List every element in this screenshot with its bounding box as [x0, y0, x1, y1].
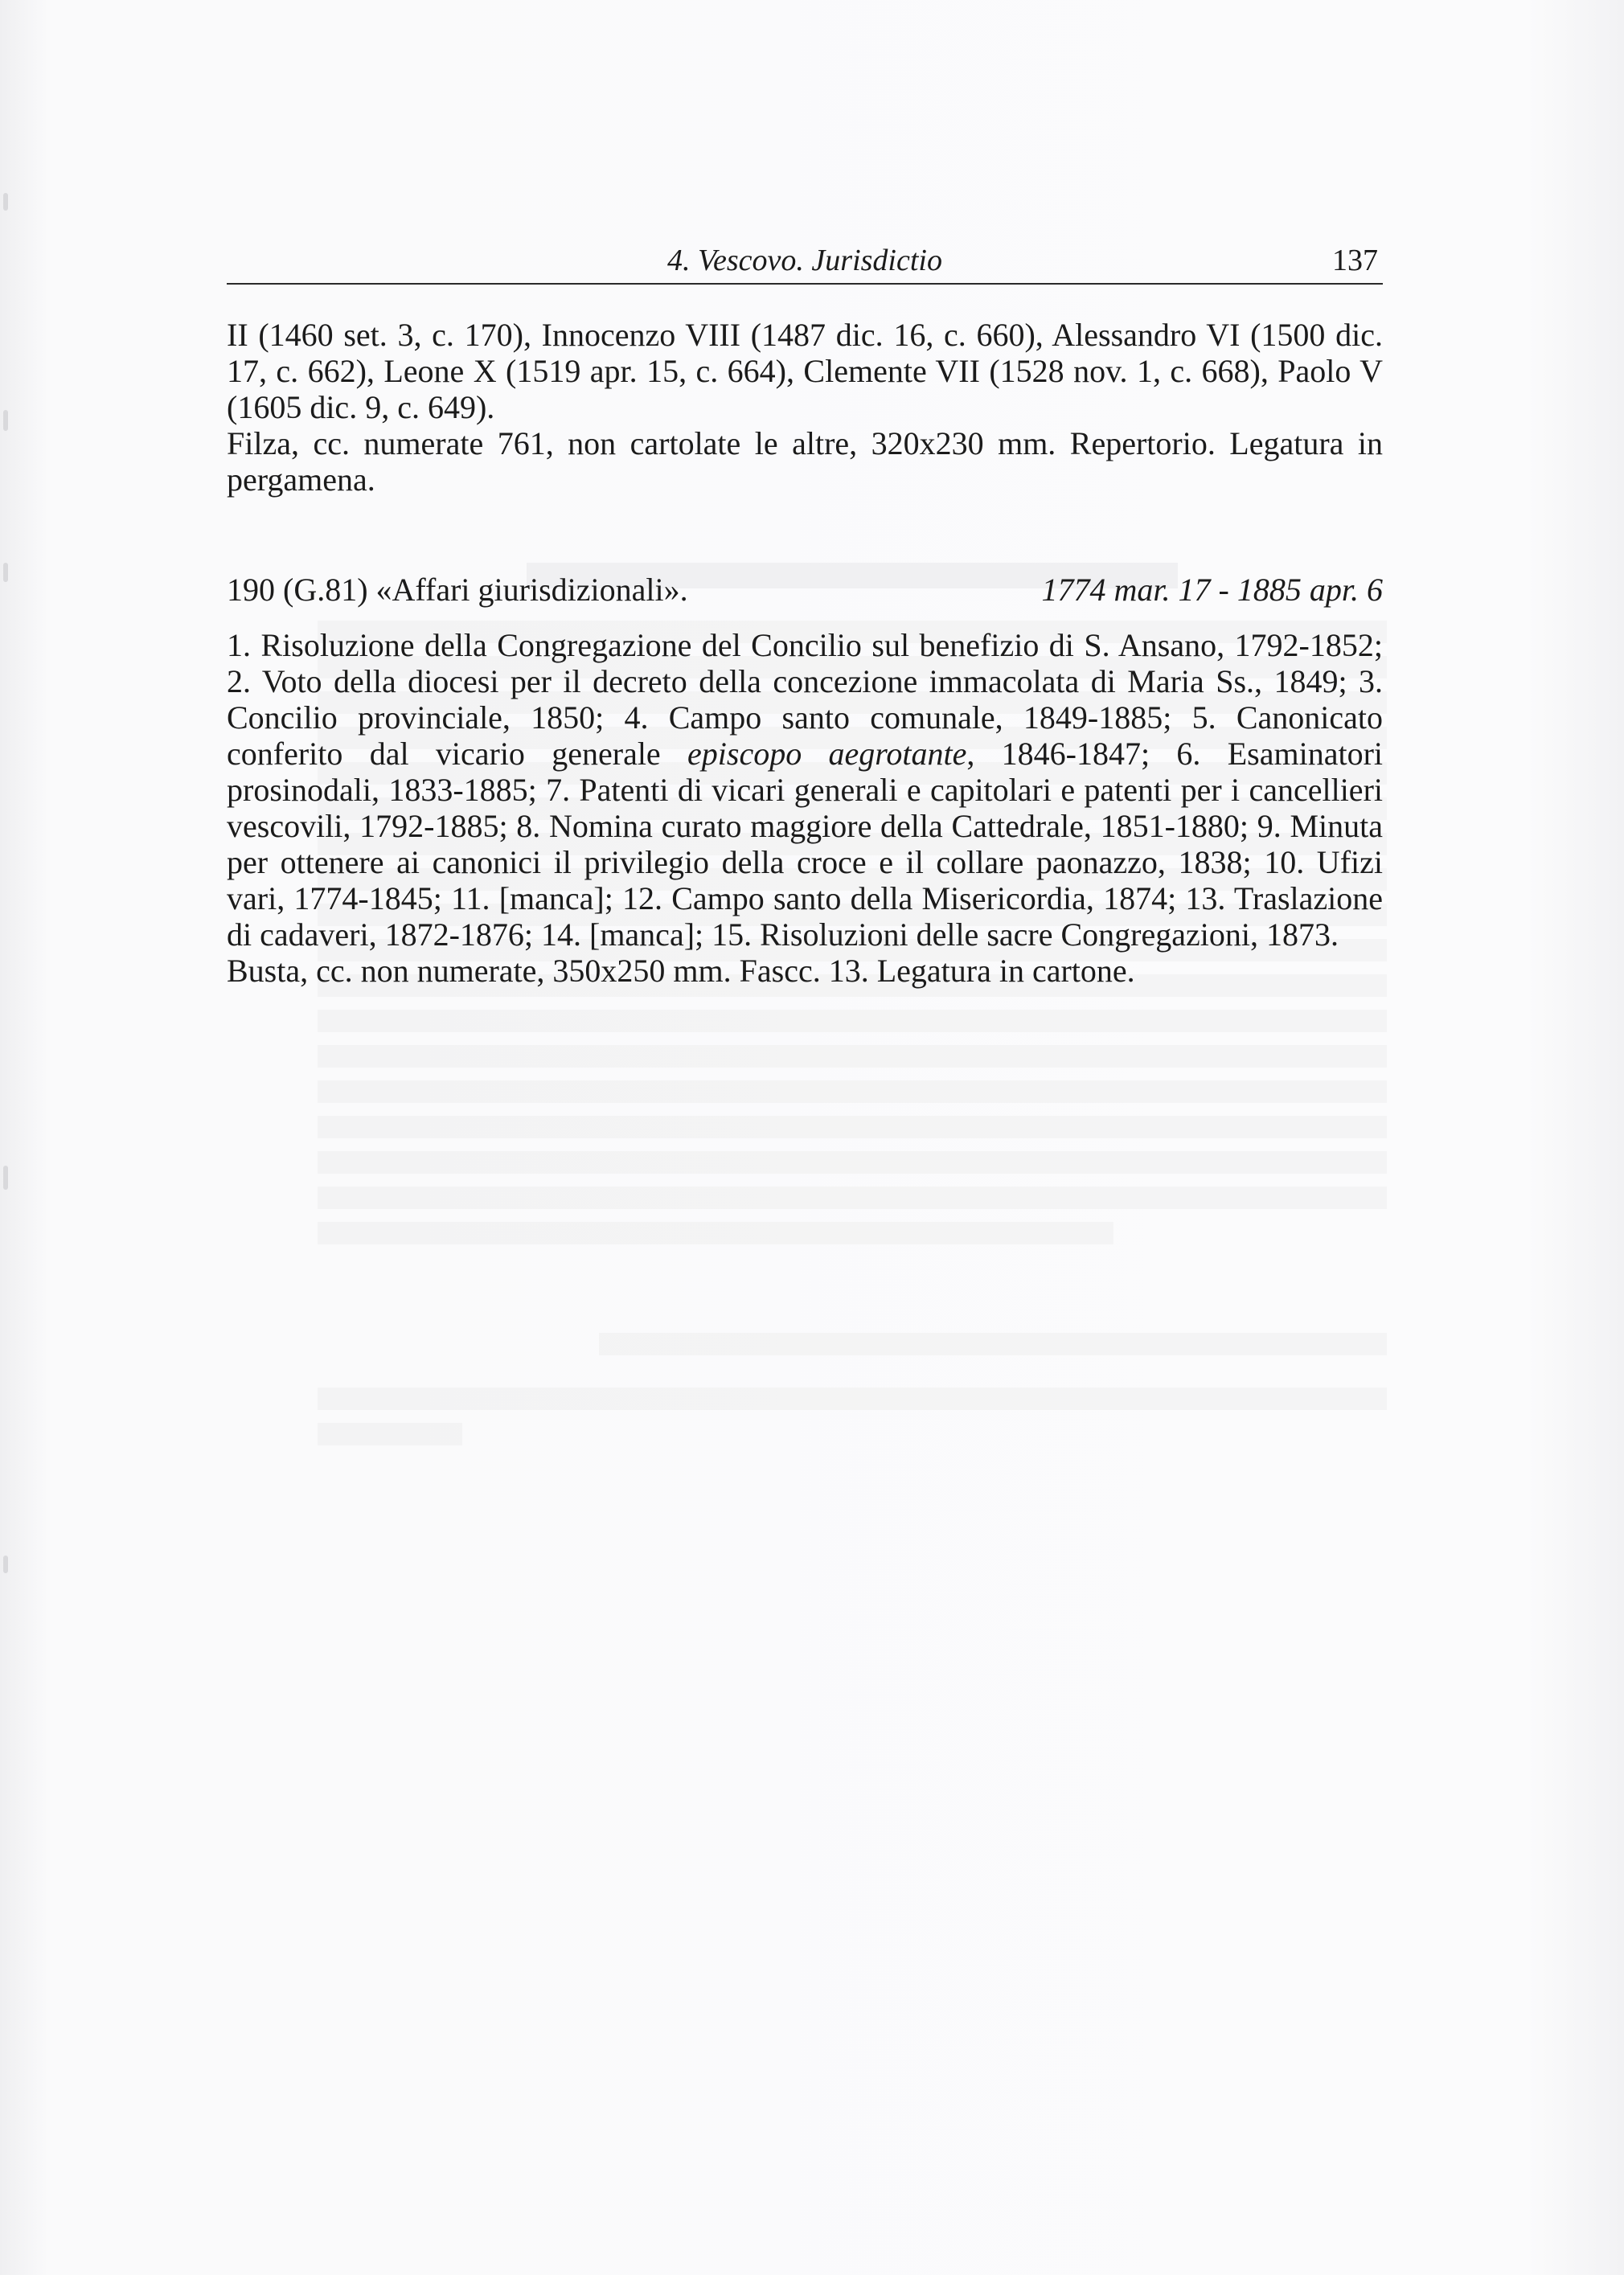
continuation-text: II (1460 set. 3, c. 170), Innocenzo VIII (1487 dic. 16, c. 660), Alessandro VI (1500 dic. 17, c. 662), Leone X (1519 apr. 15, c. 664), Clemente VII (1528 nov. 1, c. 668), Paolo V (1605 dic. 9, c. 649). [227, 317, 1383, 425]
entry-heading [227, 572, 688, 608]
binding-mark [3, 1556, 8, 1573]
entry-description: Busta, cc. non numerate, 350x250 mm. Fascc. 13. Legatura in cartone. [227, 953, 1135, 989]
entry-contents-part2: , 1846-1847; 6. Esaminatori prosinodali, 1833-1885; 7. Patenti di vicari generali e capitolari e patenti per i cancellieri vescovili, 1792-1885; 8. Nomina curato maggiore della Cattedrale, 1851-1880; 9. Minuta per ottenere ai canonici il privilegio della croce e il collare paonazzo, 1838; 10. Ufizi vari, 1774-1845; 11. [manca]; 12. Campo santo della Misericordia, 1874; 13. Traslazione di cadaveri, 1872-1876; 14. [manca]; 15. Risoluzioni delle sacre Congregazioni, 1873. [227, 736, 1384, 953]
continuation-description: Filza, cc. numerate 761, non cartolate le altre, 320x230 mm. Repertorio. Legatura in pergamena. [227, 425, 1383, 498]
entry-contents [227, 627, 1383, 953]
entry-body [227, 627, 1383, 989]
entry-number: 190 (G.81) [227, 572, 368, 608]
entry-contents-italic: episcopo aegrotante [687, 736, 967, 772]
entry-dates: 1774 mar. 17 - 1885 apr. 6 [1041, 572, 1383, 608]
binding-mark [3, 193, 8, 211]
entry-contents-part1: 1. Risoluzione della Congregazione del Concilio sul benefizio di S. Ansano, 1792-1852; 2. Voto della diocesi per il decreto della concezione immacolata di Maria Ss., 1849; 3. Concilio provinciale, 1850; 4. Campo santo comunale, 1849-1885; 5. Canonicato conferito dal vicario generale [227, 627, 1383, 772]
page-number: 137 [1332, 244, 1378, 277]
entry-header [227, 572, 1383, 608]
previous-entry-continuation [227, 317, 1383, 498]
running-head-title: 4. Vescovo. Jurisdictio [667, 244, 942, 277]
binding-mark [3, 1166, 8, 1190]
binding-mark [3, 410, 8, 431]
running-head [227, 241, 1383, 285]
page-content [227, 241, 1383, 989]
entry-title: «Affari giurisdizionali». [375, 572, 688, 608]
binding-mark [3, 563, 8, 582]
